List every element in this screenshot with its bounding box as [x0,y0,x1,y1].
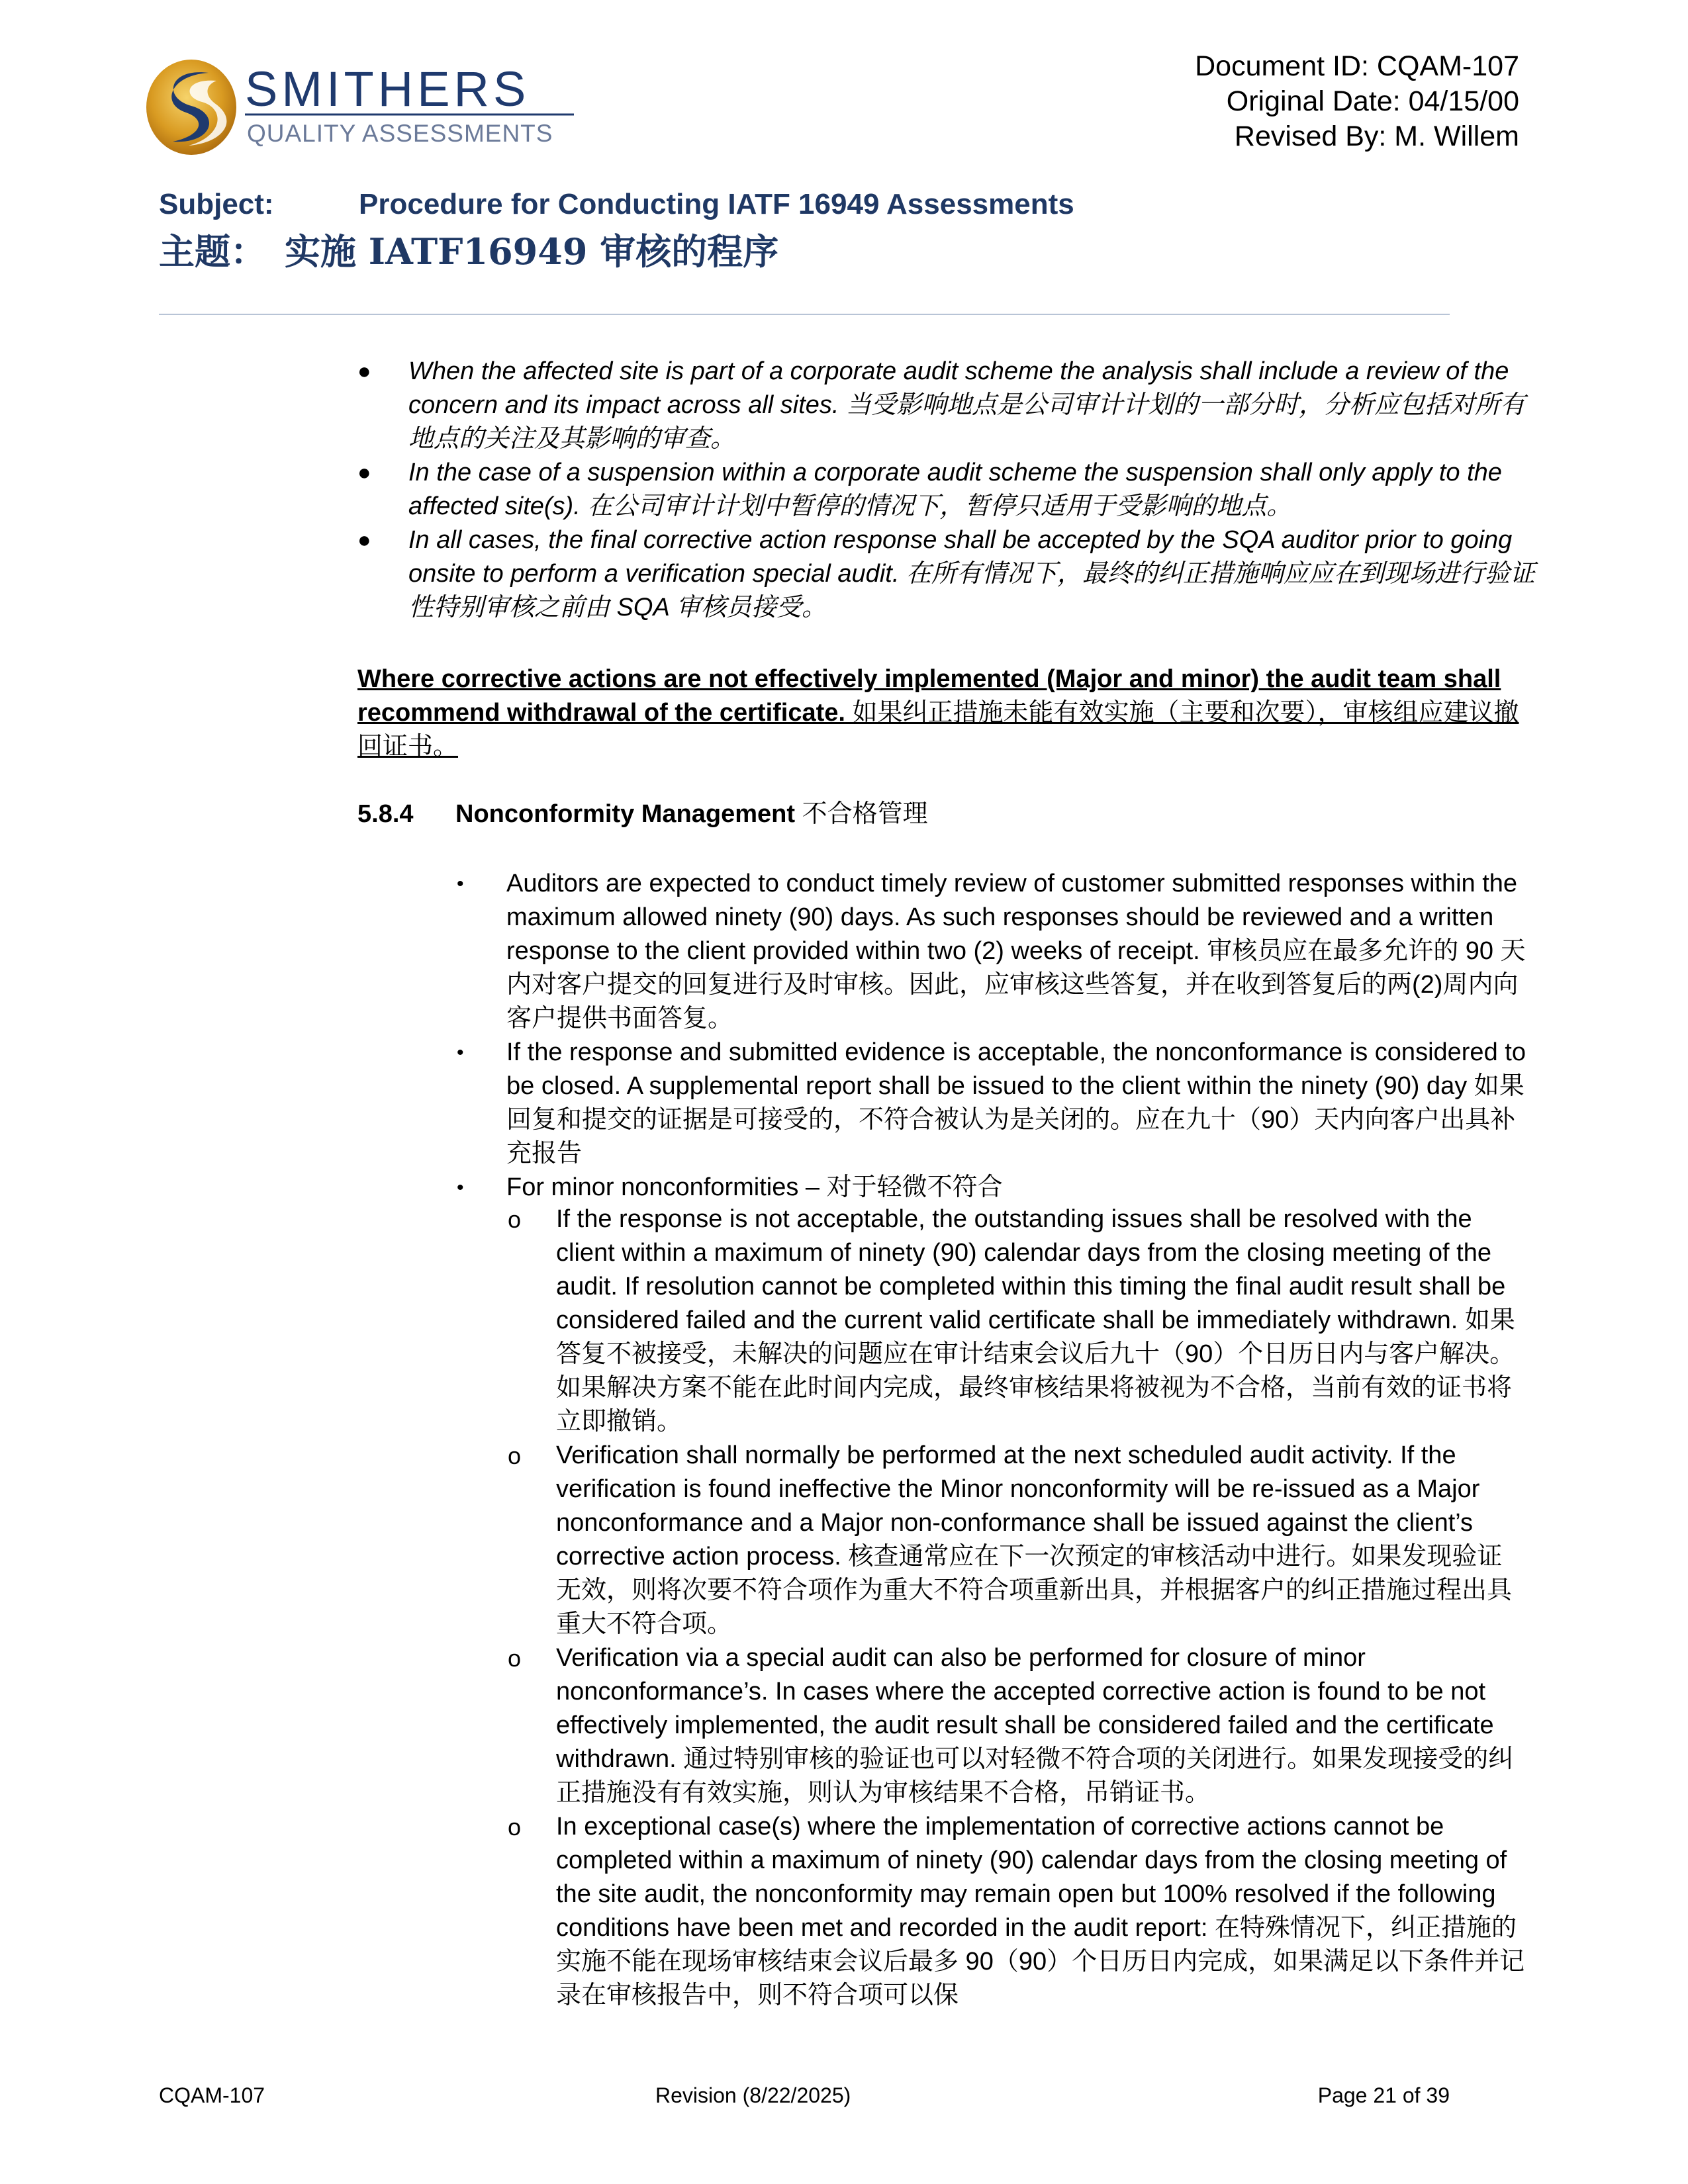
corporate-scheme-bullets [357,355,1536,625]
minor-nonconformity-subbullets [506,1203,1526,2013]
section-heading [357,797,928,831]
warning-text-cn: 如果纠正措施未能有效实施（主要和次要），审核组应建议撤回证书。 [357,699,1519,760]
header-divider [159,314,1450,315]
smithers-logo-graphic [142,58,592,158]
list-item [457,1036,1526,1171]
subject-title: Procedure for Conducting IATF 16949 Assessments [359,188,1074,220]
document-id: Document ID: CQAM-107 [1195,50,1519,82]
bullet-dot-icon: • [457,1177,464,1199]
circle-bullet-icon: o [508,1206,522,1233]
revised-by: Revised By: M. Willem [1234,120,1519,152]
sub-list-item [506,1641,1526,1810]
sub-list-item [506,1439,1526,1641]
sub-list-item-text: If the response is not acceptable, the outstanding issues shall be resolved with the client within a maximum of ninety (90) calendar days from the closing meeting of the audit. If resolution cannot be completed within this timing the final audit result shall be considered failed and the current valid certificate shall be immediately withdrawn. 如果答复不被接受，未解决的问题应在审计结束会议后九十（90）个日历日内与客户解决。如果解决方案不能在此时间内完成，最终审核结果将被视为不合格，当前有效的证书将立即撤销。 [556,1205,1515,1435]
list-item-text: In all cases, the final corrective action response shall be accepted by the SQA auditor prior to going onsite to perform a verification special audit. 在所有情况下，最终的纠正措施响应应在到现场进行验证性特别审核之前由 SQA 审核员接受。 [408,526,1535,621]
subject-line [159,188,1074,221]
section-title-cn: 不合格管理 [795,800,928,828]
footer-page-number: Page 21 of 39 [1317,2083,1450,2107]
subject-title-cn: 实施 IATF16949 审核的程序 [285,230,779,273]
footer-doc-id: CQAM-107 [159,2083,265,2107]
section-title: Nonconformity Management [455,800,796,828]
logo-wordmark: SMITHERS [245,62,530,116]
sub-list-item-text: In exceptional case(s) where the implementation of corrective actions cannot be completed within a maximum of ninety (90) calendar days from the closing meeting of the site audit, the nonconformity may remain open but 100% resolved if the following conditions have been met and recorded in the audit report: 在特殊情况下，纠正措施的实施不能在现场审核结束会议后最多 90（90）个日历日内完成，如果满足以下条件并记录在审核报告中，则不符合项可以保 [556,1813,1525,2009]
section-number: 5.8.4 [357,800,414,828]
warning-text: Where corrective actions are not effectively implemented (Major and minor) the audit team shall recommend withdrawal of the certificate. [357,665,1501,727]
bullet-dot-icon: ● [357,527,371,553]
list-item-text: For minor nonconformities – 对于轻微不符合 [506,1173,1003,1201]
list-item [457,867,1526,1036]
withdrawal-warning [357,662,1536,764]
company-logo [142,58,592,158]
list-item-text: In the case of a suspension within a corporate audit scheme the suspension shall only apply to the affected site(s). 在公司审计计划中暂停的情况下，暂停只适用于受影响的地点。 [408,459,1502,520]
bullet-dot-icon: ● [357,359,371,384]
sub-list-item [506,1203,1526,1439]
subject-label-cn: 主题： [159,230,266,273]
subject-line-cn [159,224,778,275]
footer-revision: Revision (8/22/2025) [655,2083,851,2107]
sub-list-item-text: Verification shall normally be performed at the next scheduled audit activity. If the verification is found ineffective the Minor nonconformity will be re-issued as a Major nonconformance and a Major non-conformance shall be issued against the client’s corrective action process. 核查通常应在下一次预定的审核活动中进行。如果发现验证无效，则将次要不符合项作为重大不符合项重新出具，并根据客户的纠正措施过程出具重大不符合项。 [556,1441,1513,1638]
nonconformity-bullets [457,867,1526,1205]
bullet-dot-icon: • [457,1042,464,1064]
circle-bullet-icon: o [508,1442,522,1469]
document-meta [1195,49,1519,154]
list-item-text: If the response and submitted evidence is acceptable, the nonconformance is considered to be closed. A supplemental report shall be issued to the client within the ninety (90) day 如果回复和提交的证据是可接受的，不符合被认为是关闭的。应在九十（90）天内向客户出具补充报告 [506,1038,1526,1167]
sub-list-item [506,1810,1526,2013]
bullet-dot-icon: ● [357,460,371,485]
list-item [457,1171,1526,1205]
list-item-text: When the affected site is part of a corporate audit scheme the analysis shall include a review of the concern and its impact across all sites. 当受影响地点是公司审计计划的一部分时，分析应包括对所有地点的关注及其影响的审查。 [408,357,1526,453]
list-item [357,523,1536,625]
list-item [357,456,1536,523]
sub-list-item-text: Verification via a special audit can also be performed for closure of minor nonconformance’s. In cases where the accepted corrective action is found to be not effectively implemented, the audit result shall be considered failed and the certificate withdrawn. 通过特别审核的验证也可以对轻微不符合项的关闭进行。如果发现接受的纠正措施没有有效实施，则认为审核结果不合格，吊销证书。 [556,1644,1514,1807]
list-item [357,355,1536,456]
circle-bullet-icon: o [508,1645,522,1672]
subject-label: Subject: [159,188,274,220]
bullet-dot-icon: • [457,873,464,895]
original-date: Original Date: 04/15/00 [1226,85,1519,117]
logo-tagline: QUALITY ASSESSMENTS [247,120,553,147]
circle-bullet-icon: o [508,1813,522,1841]
list-item-text: Auditors are expected to conduct timely review of customer submitted responses within the maximum allowed ninety (90) days. As such responses should be reviewed and a written response to the client provided within two (2) weeks of receipt. 审核员应在最多允许的 90 天内对客户提交的回复进行及时审核。因此，应审核这些答复，并在收到答复后的两(2)周内向客户提供书面答复。 [506,870,1526,1032]
